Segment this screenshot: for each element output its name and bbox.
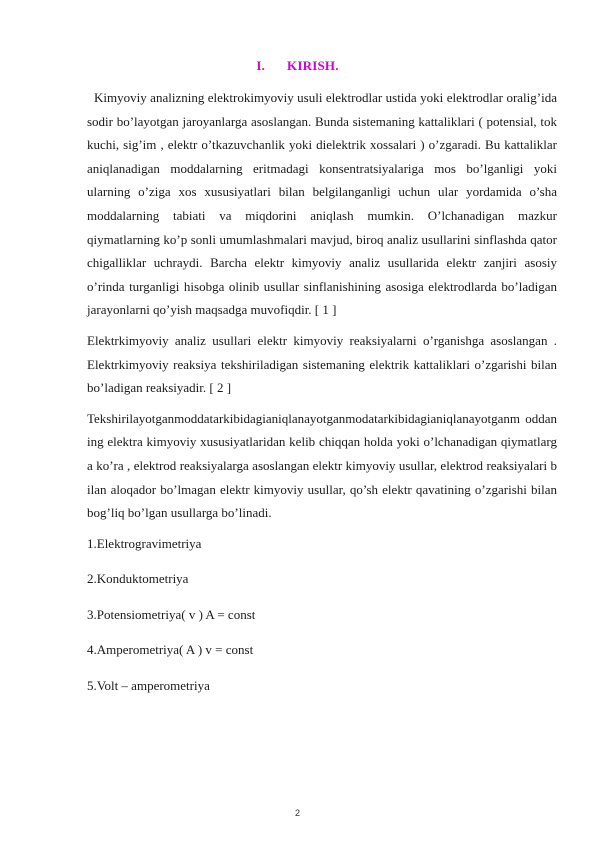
list-item: 1.Elektrogravimetriya (87, 535, 202, 551)
page-number: 2 (294, 808, 300, 818)
list-item: 3.Potensiometriya( v ) A = const (87, 606, 256, 622)
list-item: 4.Amperometriya( A ) v = const (87, 642, 254, 658)
paragraph-intro: Kimyoviy analizning elektrokimyoviy usuli elektrodlar ustida yoki elektrodlar oralig’ida sodir bo’layotgan jaroyanlarga asoslangan. Bunda sistemaning kattaliklari ( potensial, tok kuchi, sig’im , elektr o’tkazuvchanlik yoki dielektrik xossalari ) o’zgaradi. Bu kattaliklar aniqlanadigan moddalarning eritmadagi konsentratsiyalariga mos bo’lganligi yoki ularning o’ziga xos xususiyatlari bilan belgilanganligi uchun ular yordamida o’sha moddalarning tabiati va miqdorini aniqlash mumkin. O’lchanadigan mazkur qiymatlarning ko’p sonli umumlashmalari mavjud, biroq analiz usullarini sinflashda qator chigalliklar uchraydi. Barcha elektr kimyoviy analiz usullarida elektr zanjiri asosiy o’rinda turganligi hisobga olinib usullar sinflanishining asosiga elektrodlarda bo’ladigan jarayonlarni qo’yish maqsadga muvofiqdir. [ 1 ] (87, 90, 557, 318)
section-title: KIRISH. (287, 58, 339, 73)
body-text (87, 86, 557, 710)
section-number: I. (256, 58, 266, 73)
section-heading (0, 58, 595, 74)
paragraph-definition: Elektrkimyoviy analiz usullari elektr kimyoviy reaksiyalarni o’rganishga asoslangan . Elektrkimyoviy reaksiya tekshiriladigan sistemaning elektrik kattaliklari o’zgarishi bilan bo’ladigan reaksiyadir. [ 2 ] (87, 332, 557, 396)
paragraph-classification: Tekshirilayotganmoddatarkibidagianiqlanayotganmodatarkibidagianiqlanayotganm oddaning elektra kimyoviy xususiyatlaridan kelib chiqqan holda yoki o’lchanadigan qiymatlarga ko’ra , elektrod reaksiyalarga asoslangan elektr kimyoviy usullar, elektrod reaksiyalari bilan aloqador bo’lmagan elektr kimyoviy usullar, qo’sh elektr qavatining o’zgarishi bilan bog’liq bo’lgan usullarga bo’linadi. (87, 410, 557, 521)
list-item: 5.Volt – amperometriya (87, 678, 210, 694)
list-item: 2.Konduktometriya (87, 571, 189, 587)
methods-list (87, 532, 557, 698)
